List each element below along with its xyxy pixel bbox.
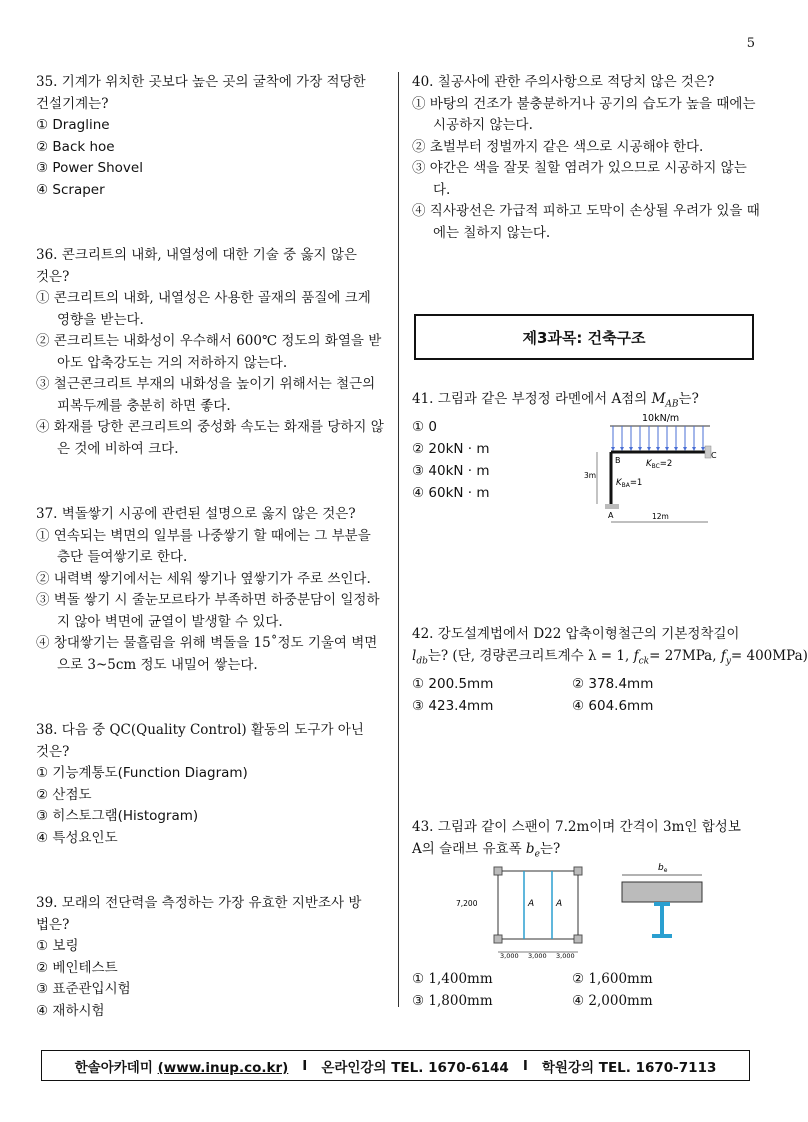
question-37: 37. 벽돌쌓기 시공에 관련된 설명으로 옳지 않은 것은? ① 연속되는 벽면의 일부를 나중쌓기 할 때에는 그 부분을 층단 들여쌓기로 한다. ② 내력벽 쌓기에서는 세워 쌓기나 옆쌓기가 주로 쓰인다. ③ 벽돌 쌓기 시 줄눈모르타가 부족하면 하중분담이 일정하지 않아 벽면에 균열이 발생할 수 있다. ④ 창대쌓기는 물흘림을 위해 벽돌을 15˚정도 기울여 벽면으로 3~5cm 정도 내밀어 쌓는다. [36,506,380,673]
question-35: 35. 기계가 위치한 곳보다 높은 곳의 굴착에 가장 적당한 건설기계는? ① Dragline ② Back hoe ③ Power Shovel ④ Scraper [36,74,366,198]
column-divider [398,72,399,1007]
question-43-options: ① 1,400mm ② 1,600mm ③ 1,800mm ④ 2,000mm [412,971,653,1009]
svg-text:be: $b_e$ [658,863,668,874]
svg-text:12m: 12m [652,512,669,521]
page-number: 5 [746,36,755,51]
rigid-frame-figure [578,412,718,527]
slab-plan-figure [448,862,598,967]
svg-text:KBC=2: $K_{BC}=2$ [646,459,673,470]
composite-beam-section-figure [616,862,716,952]
academy-name: 한솔아카데미 [74,1059,153,1076]
question-40: 40. 칠공사에 관한 주의사항으로 적당치 않은 것은? ① 바탕의 건조가 불충분하거나 공기의 습도가 높을 때에는 시공하지 않는다. ② 초벌부터 정벌까지 같은 색으로 시공해야 한다. ③ 야간은 색을 잘못 칠할 염려가 있으므로 시공하지 않는다. ④ 직사광선은 가급적 피하고 도막이 손상될 우려가 있을 때에는 칠하지 않는다. [412,74,760,241]
question-43: 43. 그림과 같이 스팬이 7.2m이며 간격이 3m인 합성보 A의 슬래브 유효폭 $b_e$는? [412,819,741,860]
svg-text:KBA=1: $K_{BA}=1$ [616,478,643,489]
footer-bar: 한솔아카데미 (www.inup.co.kr) I 온라인강의 TEL. 1670-6144 I 학원강의 TEL. 1670-7113 [41,1050,750,1081]
svg-text:10kN/m: 10kN/m [642,413,680,424]
question-39: 39. 모래의 전단력을 측정하는 가장 유효한 지반조사 방 법은? ① 보링 ② 베인테스트 ③ 표준관입시험 ④ 재하시험 [36,895,362,1019]
svg-text:3,000: 3,000 [528,952,547,960]
svg-text:7,200: 7,200 [456,899,478,908]
svg-text:A: A [556,899,563,909]
right-column [412,72,760,244]
subject-heading: 제3과목: 건축구조 [414,314,754,360]
svg-text:3,000: 3,000 [556,952,575,960]
svg-text:3,000: 3,000 [500,952,519,960]
svg-text:B: B [615,456,621,465]
left-column [36,72,384,1022]
svg-text:3m: 3m [584,471,597,480]
svg-text:A: A [528,899,535,909]
online-phone: 온라인강의 TEL. 1670-6144 [321,1059,509,1076]
academy-link[interactable]: (www.inup.co.kr) [157,1059,289,1076]
svg-text:A: A [608,511,614,520]
question-36: 36. 콘크리트의 내화, 내열성에 대한 기술 중 옳지 않은 것은? ① 콘크리트의 내화, 내열성은 사용한 골재의 품질에 크게 영향을 받는다. ② 콘크리트는 내화성이 우수해서 600℃ 정도의 화열을 받아도 압축강도는 거의 저하하지 않는다. ③ 철근콘크리트 부재의 내화성을 높이기 위해서는 철근의 피복두께를 충분히 하면 좋다. ④ 화재를 당한 콘크리트의 중성화 속도는 화재를 당하지 않은 것에 비하여 크다. [36,247,384,457]
offline-phone: 학원강의 TEL. 1670-7113 [541,1059,717,1076]
question-42: 42. 강도설계법에서 D22 압축이형철근의 기본정착길이 $l_{db}$는? (단, 경량콘크리트계수 λ = 1, $f_{ck}= 27MPa$, $f_y= 400MPa$) ① 200.5mm ② 378.4mm ③ 423.4mm ④ 604.6mm [412,626,808,714]
question-38: 38. 다음 중 QC(Quality Control) 활동의 도구가 아닌 것은? ① 기능계통도(Function Diagram) ② 산점도 ③ 히스토그램(Histogram) ④ 특성요인도 [36,722,364,846]
svg-text:C: C [711,451,717,460]
question-41: 41. 그림과 같은 부정정 라멘에서 A점의 $M_{AB}$는? ① 0 ② 20kN · m ③ 40kN · m ④ 60kN · m [412,391,699,501]
